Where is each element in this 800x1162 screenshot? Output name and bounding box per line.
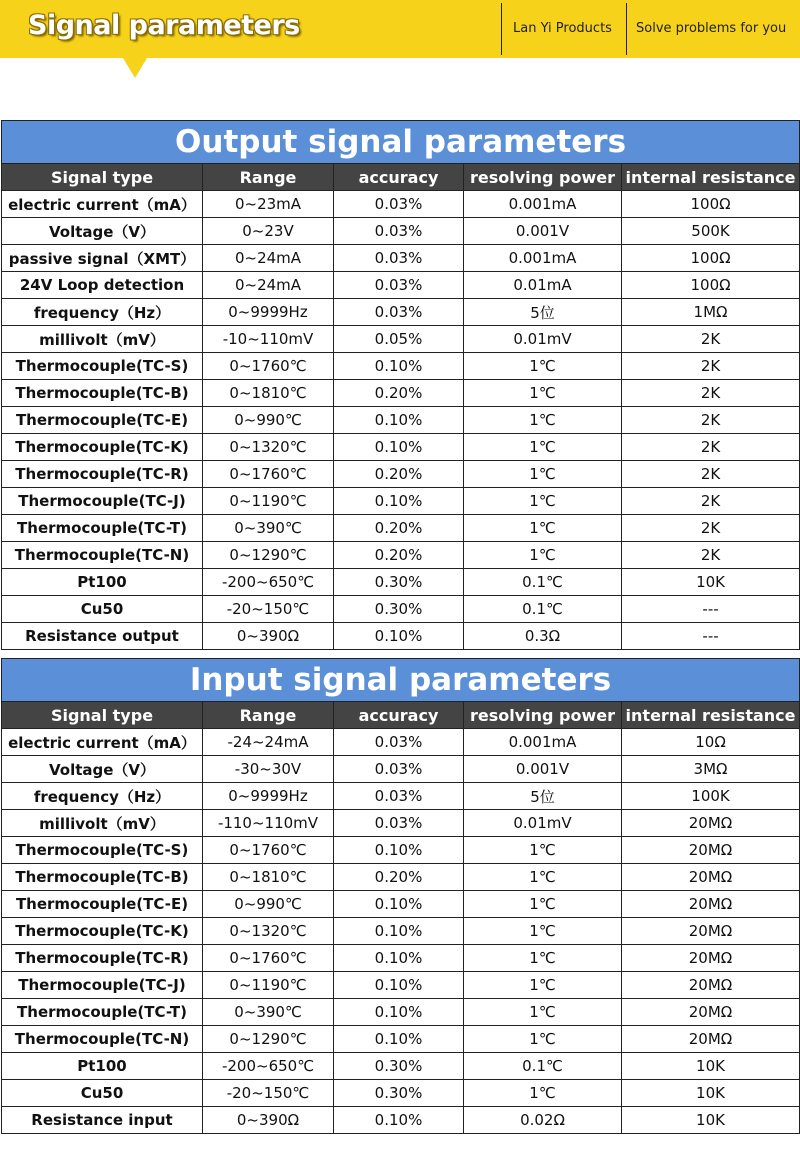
table-row: [2, 515, 800, 542]
internal-resistance-cell: 20MΩ: [622, 891, 800, 918]
resolving-power-cell: 1℃: [464, 380, 622, 407]
accuracy-cell: 0.30%: [334, 1053, 464, 1080]
resolving-power-cell: 0.1℃: [464, 569, 622, 596]
internal-resistance-cell: 20MΩ: [622, 918, 800, 945]
range-cell: 0~390Ω: [203, 623, 334, 650]
accuracy-cell: 0.10%: [334, 945, 464, 972]
resolving-power-cell: 1℃: [464, 999, 622, 1026]
internal-resistance-cell: 100Ω: [622, 272, 800, 299]
resolving-power-cell: 1℃: [464, 837, 622, 864]
resolving-power-cell: 5位: [464, 783, 622, 810]
input-column-headers: [2, 702, 800, 729]
signal-type-cell: Thermocouple(TC-S): [2, 353, 203, 380]
accuracy-cell: 0.03%: [334, 783, 464, 810]
internal-resistance-cell: 2K: [622, 434, 800, 461]
accuracy-cell: 0.10%: [334, 407, 464, 434]
table-row: [2, 1107, 800, 1134]
resolving-power-cell: 1℃: [464, 1080, 622, 1107]
accuracy-cell: 0.30%: [334, 596, 464, 623]
range-cell: -10~110mV: [203, 326, 334, 353]
signal-type-cell: passive signal（XMT）: [2, 245, 203, 272]
internal-resistance-cell: 20MΩ: [622, 810, 800, 837]
range-cell: 0~1320℃: [203, 918, 334, 945]
table-row: [2, 596, 800, 623]
resolving-power-cell: 0.3Ω: [464, 623, 622, 650]
internal-resistance-cell: 100K: [622, 783, 800, 810]
accuracy-cell: 0.20%: [334, 461, 464, 488]
internal-resistance-cell: 2K: [622, 407, 800, 434]
table-row: [2, 837, 800, 864]
internal-resistance-cell: 2K: [622, 326, 800, 353]
signal-type-cell: Thermocouple(TC-B): [2, 864, 203, 891]
internal-resistance-cell: 10K: [622, 1107, 800, 1134]
table-row: [2, 245, 800, 272]
table-row: [2, 299, 800, 326]
range-cell: 0~1810℃: [203, 864, 334, 891]
resolving-power-cell: 1℃: [464, 1026, 622, 1053]
range-cell: 0~390℃: [203, 999, 334, 1026]
signal-type-cell: 24V Loop detection: [2, 272, 203, 299]
range-cell: 0~23V: [203, 218, 334, 245]
signal-type-cell: Voltage（V）: [2, 218, 203, 245]
range-cell: 0~1290℃: [203, 542, 334, 569]
signal-type-cell: Thermocouple(TC-S): [2, 837, 203, 864]
resolving-power-cell: 0.001mA: [464, 191, 622, 218]
table-row: [2, 353, 800, 380]
signal-type-cell: Thermocouple(TC-K): [2, 918, 203, 945]
accuracy-cell: 0.10%: [334, 1026, 464, 1053]
signal-type-cell: Thermocouple(TC-E): [2, 407, 203, 434]
range-cell: 0~24mA: [203, 272, 334, 299]
table-row: [2, 623, 800, 650]
range-cell: -20~150℃: [203, 1080, 334, 1107]
resolving-power-cell: 1℃: [464, 353, 622, 380]
internal-resistance-cell: 20MΩ: [622, 999, 800, 1026]
signal-type-cell: frequency（Hz）: [2, 783, 203, 810]
range-cell: 0~23mA: [203, 191, 334, 218]
signal-type-cell: electric current（mA）: [2, 729, 203, 756]
table-row: [2, 756, 800, 783]
signal-type-cell: Thermocouple(TC-E): [2, 891, 203, 918]
column-header: internal resistance: [622, 164, 800, 191]
table-row: [2, 729, 800, 756]
internal-resistance-cell: 20MΩ: [622, 1026, 800, 1053]
accuracy-cell: 0.20%: [334, 515, 464, 542]
column-header: accuracy: [334, 164, 464, 191]
table-row: [2, 272, 800, 299]
range-cell: -110~110mV: [203, 810, 334, 837]
signal-type-cell: Thermocouple(TC-T): [2, 999, 203, 1026]
signal-type-cell: Thermocouple(TC-J): [2, 972, 203, 999]
accuracy-cell: 0.10%: [334, 918, 464, 945]
internal-resistance-cell: 2K: [622, 461, 800, 488]
table-row: [2, 783, 800, 810]
range-cell: 0~1760℃: [203, 353, 334, 380]
range-cell: -200~650℃: [203, 569, 334, 596]
resolving-power-cell: 0.001mA: [464, 729, 622, 756]
signal-type-cell: Cu50: [2, 1080, 203, 1107]
column-header: Range: [203, 164, 334, 191]
range-cell: 0~1290℃: [203, 1026, 334, 1053]
resolving-power-cell: 0.01mV: [464, 326, 622, 353]
output-column-headers: [2, 164, 800, 191]
range-cell: -200~650℃: [203, 1053, 334, 1080]
range-cell: 0~990℃: [203, 891, 334, 918]
input-signal-table: [1, 658, 800, 1134]
range-cell: 0~1760℃: [203, 837, 334, 864]
internal-resistance-cell: 2K: [622, 380, 800, 407]
range-cell: 0~24mA: [203, 245, 334, 272]
accuracy-cell: 0.20%: [334, 542, 464, 569]
signal-type-cell: Thermocouple(TC-B): [2, 380, 203, 407]
range-cell: 0~1190℃: [203, 972, 334, 999]
signal-type-cell: millivolt（mV）: [2, 326, 203, 353]
table-row: [2, 864, 800, 891]
internal-resistance-cell: 20MΩ: [622, 864, 800, 891]
accuracy-cell: 0.05%: [334, 326, 464, 353]
resolving-power-cell: 1℃: [464, 891, 622, 918]
accuracy-cell: 0.10%: [334, 353, 464, 380]
table-row: [2, 1026, 800, 1053]
internal-resistance-cell: 10K: [622, 569, 800, 596]
table-row: [2, 569, 800, 596]
signal-type-cell: frequency（Hz）: [2, 299, 203, 326]
table-row: [2, 972, 800, 999]
accuracy-cell: 0.10%: [334, 837, 464, 864]
resolving-power-cell: 0.1℃: [464, 596, 622, 623]
accuracy-cell: 0.10%: [334, 488, 464, 515]
signal-type-cell: Voltage（V）: [2, 756, 203, 783]
resolving-power-cell: 1℃: [464, 515, 622, 542]
accuracy-cell: 0.10%: [334, 891, 464, 918]
internal-resistance-cell: ---: [622, 596, 800, 623]
signal-type-cell: electric current（mA）: [2, 191, 203, 218]
table-row: [2, 326, 800, 353]
internal-resistance-cell: 100Ω: [622, 245, 800, 272]
accuracy-cell: 0.20%: [334, 864, 464, 891]
internal-resistance-cell: 2K: [622, 542, 800, 569]
table-row: [2, 218, 800, 245]
signal-type-cell: Thermocouple(TC-J): [2, 488, 203, 515]
column-header: resolving power: [464, 164, 622, 191]
table-row: [2, 1080, 800, 1107]
table-row: [2, 945, 800, 972]
column-header: Range: [203, 702, 334, 729]
accuracy-cell: 0.10%: [334, 999, 464, 1026]
range-cell: 0~1190℃: [203, 488, 334, 515]
range-cell: 0~1320℃: [203, 434, 334, 461]
range-cell: 0~990℃: [203, 407, 334, 434]
resolving-power-cell: 5位: [464, 299, 622, 326]
signal-type-cell: Thermocouple(TC-N): [2, 542, 203, 569]
table-row: [2, 918, 800, 945]
internal-resistance-cell: 20MΩ: [622, 945, 800, 972]
brand-label: Lan Yi Products: [513, 21, 612, 36]
internal-resistance-cell: 3MΩ: [622, 756, 800, 783]
internal-resistance-cell: 10K: [622, 1053, 800, 1080]
page-title: Signal parameters: [28, 10, 300, 41]
range-cell: 0~9999Hz: [203, 299, 334, 326]
range-cell: 0~1760℃: [203, 945, 334, 972]
range-cell: -24~24mA: [203, 729, 334, 756]
resolving-power-cell: 1℃: [464, 488, 622, 515]
accuracy-cell: 0.10%: [334, 623, 464, 650]
table-row: [2, 999, 800, 1026]
internal-resistance-cell: 10K: [622, 1080, 800, 1107]
table-row: [2, 407, 800, 434]
resolving-power-cell: 1℃: [464, 407, 622, 434]
resolving-power-cell: 1℃: [464, 918, 622, 945]
internal-resistance-cell: 2K: [622, 515, 800, 542]
range-cell: 0~1760℃: [203, 461, 334, 488]
accuracy-cell: 0.03%: [334, 191, 464, 218]
output-signal-table: [1, 120, 800, 650]
accuracy-cell: 0.03%: [334, 245, 464, 272]
header-divider: [626, 3, 627, 55]
slogan-label: Solve problems for you: [636, 21, 787, 36]
resolving-power-cell: 0.001V: [464, 218, 622, 245]
accuracy-cell: 0.30%: [334, 1080, 464, 1107]
accuracy-cell: 0.10%: [334, 972, 464, 999]
signal-type-cell: Thermocouple(TC-R): [2, 945, 203, 972]
internal-resistance-cell: 500K: [622, 218, 800, 245]
signal-type-cell: Thermocouple(TC-T): [2, 515, 203, 542]
accuracy-cell: 0.03%: [334, 756, 464, 783]
table-row: [2, 488, 800, 515]
signal-type-cell: Resistance output: [2, 623, 203, 650]
column-header: Signal type: [2, 702, 203, 729]
table-row: [2, 810, 800, 837]
internal-resistance-cell: 20MΩ: [622, 837, 800, 864]
column-header: Signal type: [2, 164, 203, 191]
resolving-power-cell: 1℃: [464, 945, 622, 972]
table-row: [2, 434, 800, 461]
resolving-power-cell: 1℃: [464, 461, 622, 488]
range-cell: 0~9999Hz: [203, 783, 334, 810]
signal-type-cell: millivolt（mV）: [2, 810, 203, 837]
output-section-title: Output signal parameters: [2, 121, 800, 164]
internal-resistance-cell: 20MΩ: [622, 972, 800, 999]
internal-resistance-cell: 2K: [622, 488, 800, 515]
resolving-power-cell: 0.01mV: [464, 810, 622, 837]
accuracy-cell: 0.03%: [334, 729, 464, 756]
signal-type-cell: Pt100: [2, 1053, 203, 1080]
accuracy-cell: 0.20%: [334, 380, 464, 407]
header-pointer-arrow: [123, 58, 147, 78]
resolving-power-cell: 0.02Ω: [464, 1107, 622, 1134]
accuracy-cell: 0.30%: [334, 569, 464, 596]
resolving-power-cell: 1℃: [464, 434, 622, 461]
range-cell: -30~30V: [203, 756, 334, 783]
resolving-power-cell: 0.1℃: [464, 1053, 622, 1080]
resolving-power-cell: 1℃: [464, 972, 622, 999]
table-row: [2, 1053, 800, 1080]
header-divider: [501, 3, 502, 55]
internal-resistance-cell: 2K: [622, 353, 800, 380]
accuracy-cell: 0.03%: [334, 272, 464, 299]
signal-type-cell: Thermocouple(TC-N): [2, 1026, 203, 1053]
table-row: [2, 191, 800, 218]
resolving-power-cell: 1℃: [464, 864, 622, 891]
input-section-title: Input signal parameters: [2, 659, 800, 702]
column-header: accuracy: [334, 702, 464, 729]
header-banner: [0, 0, 800, 58]
column-header: internal resistance: [622, 702, 800, 729]
range-cell: 0~390Ω: [203, 1107, 334, 1134]
resolving-power-cell: 0.01mA: [464, 272, 622, 299]
signal-type-cell: Resistance input: [2, 1107, 203, 1134]
signal-type-cell: Cu50: [2, 596, 203, 623]
table-row: [2, 461, 800, 488]
internal-resistance-cell: 100Ω: [622, 191, 800, 218]
column-header: resolving power: [464, 702, 622, 729]
resolving-power-cell: 1℃: [464, 542, 622, 569]
accuracy-cell: 0.03%: [334, 218, 464, 245]
resolving-power-cell: 0.001V: [464, 756, 622, 783]
accuracy-cell: 0.03%: [334, 299, 464, 326]
internal-resistance-cell: 10Ω: [622, 729, 800, 756]
signal-type-cell: Thermocouple(TC-K): [2, 434, 203, 461]
table-row: [2, 891, 800, 918]
range-cell: -20~150℃: [203, 596, 334, 623]
internal-resistance-cell: ---: [622, 623, 800, 650]
range-cell: 0~390℃: [203, 515, 334, 542]
range-cell: 0~1810℃: [203, 380, 334, 407]
accuracy-cell: 0.10%: [334, 1107, 464, 1134]
internal-resistance-cell: 1MΩ: [622, 299, 800, 326]
resolving-power-cell: 0.001mA: [464, 245, 622, 272]
signal-type-cell: Pt100: [2, 569, 203, 596]
table-row: [2, 542, 800, 569]
accuracy-cell: 0.10%: [334, 434, 464, 461]
accuracy-cell: 0.03%: [334, 810, 464, 837]
table-row: [2, 380, 800, 407]
signal-type-cell: Thermocouple(TC-R): [2, 461, 203, 488]
